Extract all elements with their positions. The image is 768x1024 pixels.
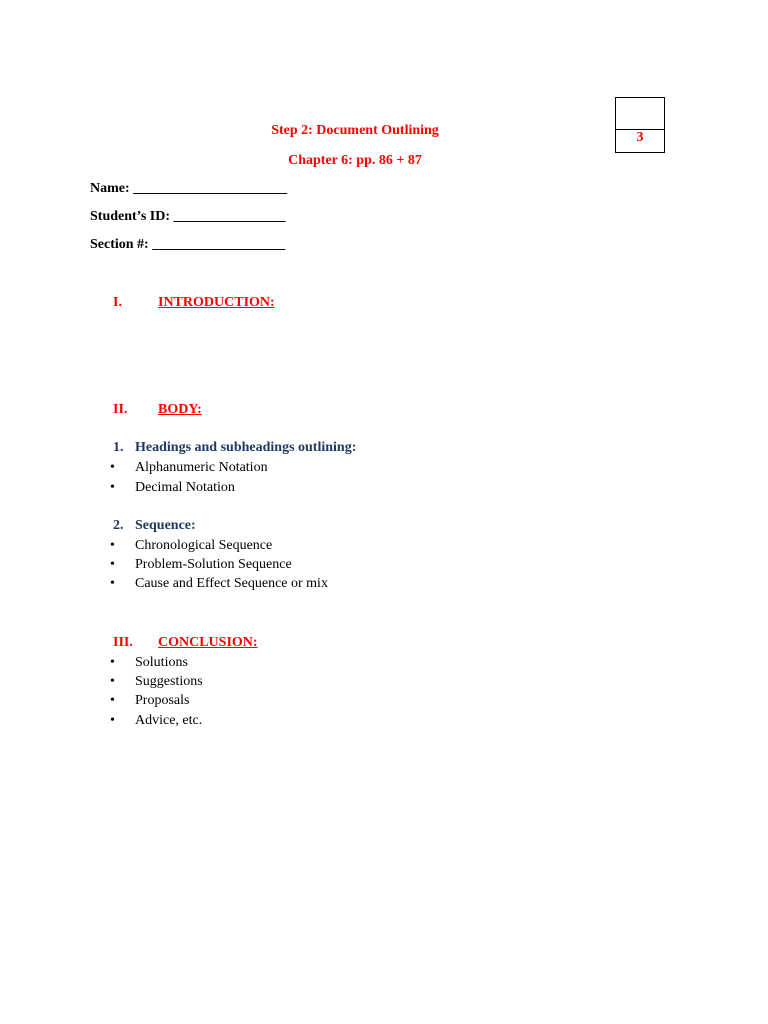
bullet-icon: • [110,480,115,495]
bullet-icon: • [110,674,115,689]
list-item: Decimal Notation [135,480,235,495]
subsection-number: 1. [113,440,124,455]
list-item: Problem-Solution Sequence [135,557,292,572]
list-item: Advice, etc. [135,713,203,728]
subsection-number: 2. [113,518,124,533]
list-item: Solutions [135,655,188,670]
subsection-heading: Headings and subheadings outlining: [135,440,357,455]
list-item: Proposals [135,693,190,708]
conclusion-heading: CONCLUSION: [158,635,258,650]
body-heading: BODY: [158,402,202,417]
introduction-heading: INTRODUCTION: [158,295,275,310]
name-field[interactable]: Name: ______________________ [90,181,288,196]
list-item: Chronological Sequence [135,538,273,553]
section-field[interactable]: Section #: ___________________ [90,237,286,252]
score-box [615,97,665,153]
bullet-icon: • [110,576,115,591]
body-numeral: II. [113,402,128,417]
student-id-field[interactable]: Student’s ID: ________________ [90,209,286,224]
list-item: Alphanumeric Notation [135,460,268,475]
bullet-icon: • [110,460,115,475]
bullet-icon: • [110,557,115,572]
score-value: 3 [636,130,644,145]
introduction-numeral: I. [113,295,122,310]
bullet-icon: • [110,538,115,553]
subsection-heading: Sequence: [135,518,196,533]
list-item: Suggestions [135,674,203,689]
conclusion-numeral: III. [113,635,133,650]
list-item: Cause and Effect Sequence or mix [135,576,328,591]
bullet-icon: • [110,655,115,670]
step-title: Step 2: Document Outlining [271,123,439,138]
bullet-icon: • [110,713,115,728]
bullet-icon: • [110,693,115,708]
chapter-title: Chapter 6: pp. 86 + 87 [288,153,422,168]
